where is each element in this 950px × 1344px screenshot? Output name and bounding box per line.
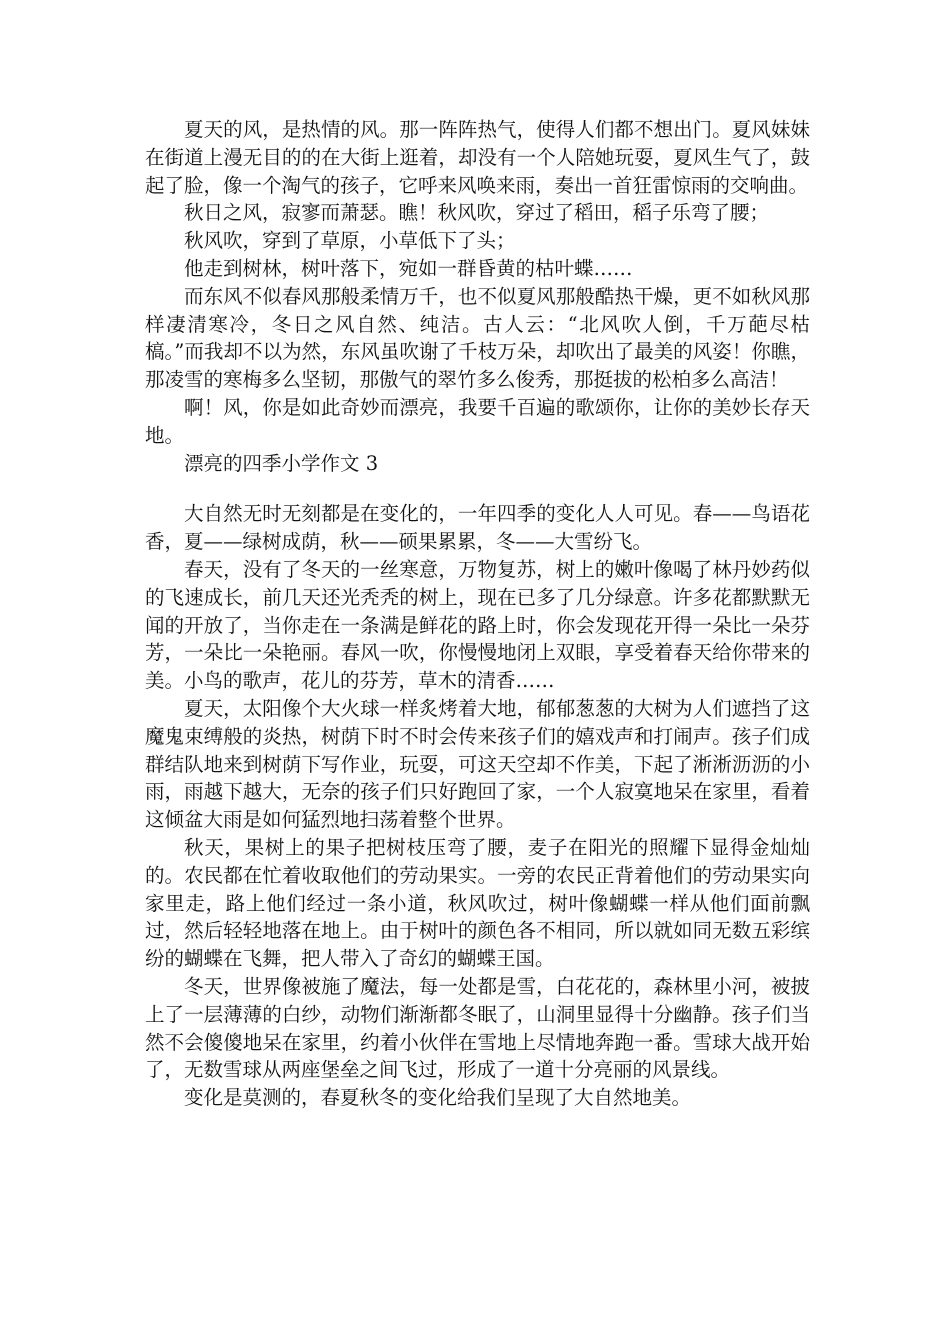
paragraph-autumn-grass: 秋风吹，穿到了草原，小草低下了头；: [184, 229, 516, 253]
paragraph-spring: 春天，没有了冬天的一丝寒意，万物复苏，树上的嫩叶像喝了林丹妙药似的飞速成长，前几天还光秃秃的树上，现在已多了几分绿意。许多花都默默无闻的开放了，当你走在一条满是鲜花的路上时，你会发现花开得一朵比一朵芬芳，一朵比一朵艳丽。春风一吹，你慢慢地闭上双眼，享受着春天给你带来的美。小鸟的歌声，花儿的芬芳，草木的清香……: [145, 557, 810, 693]
paragraph-summer-wind: 夏天的风，是热情的风。那一阵阵热气，使得人们都不想出门。夏风妹妹在街道上漫无目的的在大街上逛着，却没有一个人陪她玩耍，夏风生气了，鼓起了脸，像一个淘气的孩子，它呼来风唤来雨，奏出一首狂雷惊雨的交响曲。: [145, 118, 810, 197]
paragraph-autumn-forest: 他走到树林，树叶落下，宛如一群昏黄的枯叶蝶……: [184, 256, 633, 280]
paragraph-east-wind: 而东风不似春风那般柔情万千，也不似夏风那般酷热干燥，更不如秋风那样凄清寒冷，冬日之风自然、纯洁。古人云：“北风吹人倒，千万葩尽枯槁。”而我却不以为然，东风虽吹谢了千枝万朵，却吹出了最美的风姿！你瞧，那凌雪的寒梅多么坚韧，那傲气的翠竹多么俊秀，那挺拔的松柏多么高洁！: [145, 284, 810, 392]
essay-title: 漂亮的四季小学作文 3: [184, 451, 379, 475]
paragraph-intro: 大自然无时无刻都是在变化的，一年四季的变化人人可见。春——鸟语花香，夏——绿树成荫，秋——硕果累累，冬——大雪纷飞。: [145, 502, 810, 554]
paragraph-autumn: 秋天，果树上的果子把树枝压弯了腰，麦子在阳光的照耀下显得金灿灿的。农民都在忙着收取他们的劳动果实。一旁的农民正背着他们的劳动果实向家里走，路上他们经过一条小道，秋风吹过，树叶像蝴蝶一样从他们面前飘过，然后轻轻地落在地上。由于树叶的颜色各不相同，所以就如同无数五彩缤纷的蝴蝶在飞舞，把人带入了奇幻的蝴蝶王国。: [145, 835, 810, 971]
paragraph-autumn-wind: 秋日之风，寂寥而萧瑟。瞧！秋风吹，穿过了稻田，稻子乐弯了腰；: [184, 201, 770, 225]
paragraph-wind-praise: 啊！风，你是如此奇妙而漂亮，我要千百遍的歌颂你，让你的美妙长存天地。: [145, 395, 810, 447]
paragraph-conclusion: 变化是莫测的，春夏秋冬的变化给我们呈现了大自然地美。: [184, 1086, 692, 1110]
paragraph-summer: 夏天，太阳像个大火球一样炙烤着大地，郁郁葱葱的大树为人们遮挡了这魔鬼束缚般的炎热，树荫下时不时会传来孩子们的嬉戏声和打闹声。孩子们成群结队地来到树荫下写作业，玩耍，可这天空却不作美，下起了淅淅沥沥的小雨，雨越下越大，无奈的孩子们只好跑回了家，一个人寂寞地呆在家里，看着这倾盆大雨是如何猛烈地扫荡着整个世界。: [145, 696, 810, 832]
document-body: [145, 116, 810, 1112]
paragraph-winter: 冬天，世界像被施了魔法，每一处都是雪，白花花的，森林里小河，被披上了一层薄薄的白纱，动物们渐渐都冬眠了，山洞里显得十分幽静。孩子们当然不会傻傻地呆在家里，约着小伙伴在雪地上尽情地奔跑一番。雪球大战开始了，无数雪球从两座堡垒之间飞过，形成了一道十分亮丽的风景线。: [145, 974, 810, 1082]
